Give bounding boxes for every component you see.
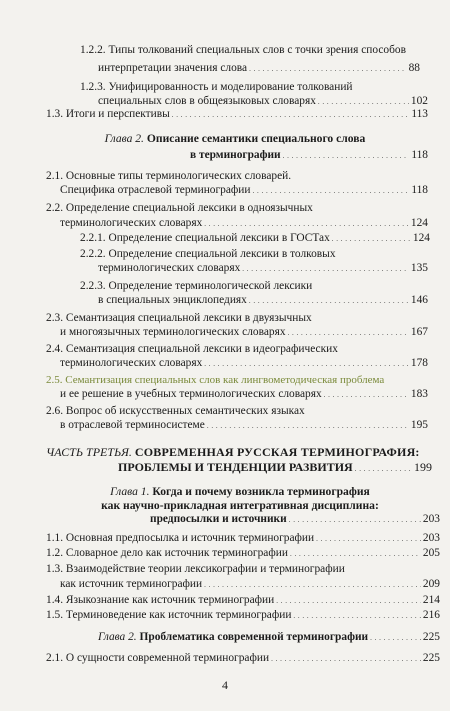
toc-page-number: 124 — [410, 217, 428, 229]
toc-entry-text: 2.2.1. Определение специальной лексики в ГОСТах — [80, 232, 330, 244]
leader-dots — [276, 594, 421, 608]
leader-dots — [204, 217, 409, 231]
toc-page-number: 113 — [411, 108, 428, 120]
leader-dots — [172, 108, 410, 122]
page-number: 4 — [222, 678, 228, 692]
leader-dots — [324, 388, 409, 402]
toc-page-number: 203 — [422, 532, 440, 544]
toc-page-number: 209 — [422, 578, 440, 590]
toc-page-number: 88 — [408, 62, 420, 74]
toc-page-number: 102 — [410, 95, 428, 107]
toc-entry — [60, 184, 428, 198]
toc-entry — [150, 513, 440, 527]
chapter-label: Глава 2. — [98, 631, 137, 643]
toc-page-number: 225 — [422, 631, 440, 643]
chapter-title: Проблематика современной терминографии — [139, 631, 369, 643]
chapter-title: Описание семантики специального слова — [146, 132, 366, 145]
toc-entry-text: Специфика отраслевой терминографии — [60, 184, 251, 196]
leader-dots — [318, 95, 409, 109]
toc-entry — [46, 594, 440, 608]
leader-dots — [252, 184, 409, 198]
toc-entry — [46, 532, 440, 546]
toc-entry — [98, 262, 428, 276]
toc-entry — [60, 326, 428, 340]
leader-dots — [293, 609, 420, 623]
toc-page-number: 118 — [411, 184, 428, 196]
toc-entry — [98, 631, 440, 645]
chapter-label: Глава 1. — [110, 485, 150, 498]
chapter-heading — [60, 499, 420, 512]
toc-entry — [98, 62, 420, 76]
toc-entry — [60, 388, 428, 402]
toc-entry-text: 2.2.2. Определение специальной лексики в толковых — [80, 248, 336, 260]
toc-entry-text: в отраслевой терминосистеме — [60, 419, 205, 431]
toc-page-number: 167 — [410, 326, 428, 338]
toc-entry-text: 2.1. О сущности современной терминографии — [46, 652, 270, 664]
toc-page-number: 195 — [410, 419, 428, 431]
chapter-title: Когда и почему возникла терминография — [152, 485, 370, 498]
toc-entry-text: 1.5. Терминоведение как источник терминографии — [46, 609, 292, 621]
toc-entry — [46, 108, 428, 122]
leader-dots — [249, 294, 409, 308]
part-label: ЧАСТЬ ТРЕТЬЯ. — [46, 445, 132, 459]
toc-entry — [60, 578, 440, 592]
toc-page-number: 135 — [410, 262, 428, 274]
toc-page-number: 146 — [410, 294, 428, 306]
leader-dots — [290, 547, 421, 561]
toc-entry-text: специальных слов в общеязыковых словарях — [98, 95, 316, 107]
toc-page-number: 214 — [422, 594, 440, 606]
part-title: СОВРЕМЕННАЯ РУССКАЯ ТЕРМИНОГРАФИЯ: — [134, 445, 420, 459]
toc-entry-text: и ее решение в учебных терминологических словарях — [60, 388, 322, 400]
leader-dots — [355, 461, 412, 476]
toc-entry-text: 1.1. Основная предпосылка и источник терминографии — [46, 532, 315, 544]
toc-page-number: 225 — [422, 652, 440, 664]
toc-page-number: 118 — [411, 149, 428, 161]
toc-entry-text: интерпретации значения слова — [98, 62, 248, 74]
toc-page-number: 124 — [412, 232, 430, 244]
leader-dots — [289, 513, 421, 527]
leader-dots — [204, 357, 409, 371]
toc-page-number: 216 — [422, 609, 440, 621]
leader-dots — [288, 326, 409, 340]
toc-entry — [60, 217, 428, 231]
toc-entry-text: терминологических словарях — [60, 357, 203, 369]
toc-entry — [190, 149, 428, 163]
chapter-heading — [60, 485, 420, 498]
toc-entry-text: 1.2.2. Типы толкований специальных слов с точки зрения способов — [80, 44, 406, 56]
toc-entry-text: 1.3. Взаимодействие теории лексикографии и терминографии — [46, 563, 345, 575]
toc-entry-text: и многоязычных терминологических словарях — [60, 326, 286, 338]
chapter-label: Глава 2. — [104, 132, 144, 145]
toc-entry — [46, 547, 440, 561]
chapter-heading — [90, 132, 380, 145]
part-heading — [46, 445, 430, 459]
toc-page-number: 203 — [422, 513, 440, 525]
toc-entry — [80, 232, 430, 246]
toc-page-number: 205 — [422, 547, 440, 559]
chapter-title: в терминографии — [190, 149, 281, 161]
leader-dots — [249, 62, 407, 76]
leader-dots — [242, 262, 409, 276]
leader-dots — [283, 149, 410, 163]
toc-entry — [46, 609, 440, 623]
toc-page-number: 199 — [414, 460, 432, 474]
part-title: ПРОБЛЕМЫ И ТЕНДЕНЦИИ РАЗВИТИЯ — [118, 460, 353, 474]
chapter-title: как научно-прикладная интегративная дисциплина: — [101, 499, 379, 512]
leader-dots — [332, 232, 411, 246]
toc-entry-text: 2.4. Семантизация специальной лексики в идеографических — [46, 343, 338, 355]
leader-dots — [316, 532, 421, 546]
toc-entry-text: 1.2.3. Унифицированность и моделирование толкований — [80, 81, 353, 93]
toc-entry-text: терминологических словарях — [98, 262, 241, 274]
toc-entry-text: 2.2. Определение специальной лексики в одноязычных — [46, 202, 313, 214]
toc-entry — [60, 357, 428, 371]
toc-entry-text: как источник терминографии — [60, 578, 203, 590]
leader-dots — [370, 631, 421, 645]
toc-page-number: 183 — [410, 388, 428, 400]
toc-entry-text: терминологических словарях — [60, 217, 203, 229]
toc-entry-text: 1.3. Итоги и перспективы — [46, 108, 170, 120]
toc-page-number: 178 — [410, 357, 428, 369]
toc-entry-text: 2.3. Семантизация специальной лексики в двуязычных — [46, 312, 312, 324]
leader-dots — [271, 652, 421, 666]
toc-entry — [98, 95, 428, 109]
toc-entry-text: 1.4. Языкознание как источник терминографии — [46, 594, 275, 606]
toc-entry-text: в специальных энциклопедиях — [98, 294, 247, 306]
toc-entry — [98, 294, 428, 308]
toc-entry — [60, 419, 428, 433]
leader-dots — [207, 419, 409, 433]
toc-entry-text: 1.2. Словарное дело как источник терминографии — [46, 547, 288, 559]
toc-entry-text: 2.2.3. Определение терминологической лексики — [80, 280, 313, 292]
chapter-title: предпосылки и источники — [150, 513, 287, 525]
toc-entry — [118, 461, 432, 476]
toc-entry-text: 2.6. Вопрос об искусственных семантических языках — [46, 405, 305, 417]
toc-entry-text: 2.1. Основные типы терминологических словарей. — [46, 170, 292, 182]
toc-entry-text: 2.5. Семантизация специальных слов как лингвометодическая проблема — [46, 374, 385, 386]
chapter-heading — [98, 631, 368, 644]
leader-dots — [204, 578, 421, 592]
toc-entry — [46, 652, 440, 666]
